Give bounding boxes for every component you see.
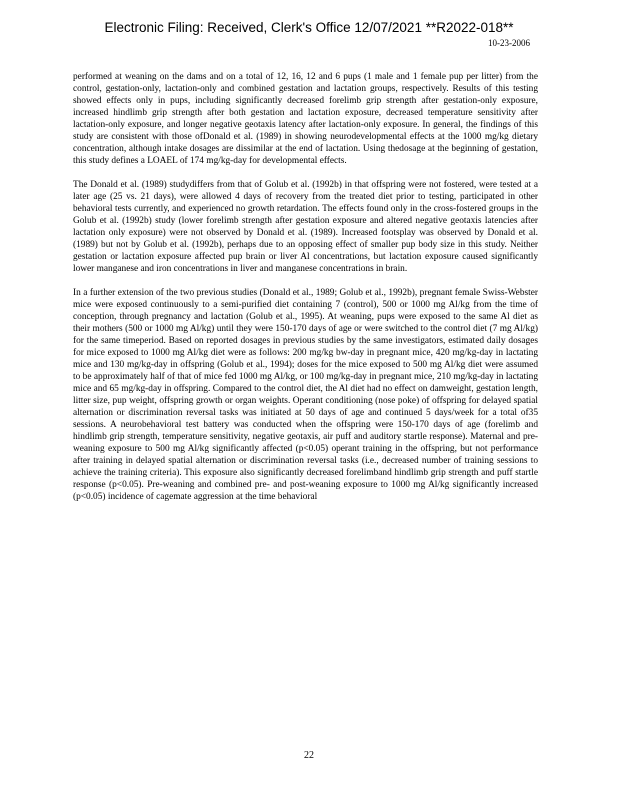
page-number: 22 xyxy=(304,750,314,761)
paragraph-2: The Donald et al. (1989) studydiffers from that of Golub et al. (1992b) in that offspring were not fostered, were tested at a later age (25 vs. 21 days), were allowed 4 days of recovery from the treated diet prior to testing, participated in other behavioral tests currently, and experienced no growth retardation. The effects found only in the cross-fostered groups in the Golub et al. (1992b) study (lower forelimb strength after gestation exposure and altered negative geotaxis latencies after lactation only exposure) were not observed by Donald et al. (1989). Increased footsplay was observed by Donald et al. (1989) but not by Golub et al. (1992b), perhaps due to an opposing effect of smaller pup body size in this study. Neither gestation or lactation exposure affected pup brain or liver Al concentrations, but lactation exposure caused significantly lower manganese and iron concentrations in liver and manganese concentrations in brain. xyxy=(73,180,538,274)
paragraph-3: In a further extension of the two previous studies (Donald et al., 1989; Golub et al., 1992b), pregnant female Swiss-Webster mice were exposed continuously to a semi-purified diet containing 7 (control), 500 or 1000 mg Al/kg from the time of conception, through pregnancy and lactation (Golub et al., 1995). At weaning, pups were exposed to the same Al diet as their mothers (500 or 1000 mg Al/kg) until they were 150-170 days of age or were switched to the control diet (7 mg Al/kg) for the same timeperiod. Based on reported dosages in previous studies by the same investigators, estimated daily dosages for mice exposed to 1000 mg Al/kg diet were as follows: 200 mg/kg bw-day in pregnant mice, 420 mg/kg-day in lactating mice and 130 mg/kg-day in offspring (Golub et al., 1994); doses for the mice exposed to 500 mg Al/kg diet were assumed to be approximately half of that of mice fed 1000 mg Al/kg, or 100 mg/kg-day in pregnant mice, 210 mg/kg-day in lactating mice and 65 mg/kg-day in offspring. Compared to the control diet, the Al diet had no effect on damweight, gestation length, litter size, pup weight, offspring growth or organ weights. Operant conditioning (nose poke) of offspring for delayed spatial alternation or discrimination reversal tasks was initiated at 50 days of age and continued 5 days/week for a total of35 sessions. A neurobehavioral test battery was conducted when the offspring were 150-170 days of age (forelimb and hindlimb grip strength, temperature sensitivity, negative geotaxis, air puff and auditory startle response). Maternal and pre-weaning exposure to 500 mg Al/kg significantly affected (p<0.05) operant training in the offspring, but not performance after training in delayed spatial alternation or discrimination reversal tasks (i.e., decreased number of training sessions to achieve the training criteria). This exposure also significantly decreased forelimband hindlimb grip strength and puff startle response (p<0.05). Pre-weaning and combined pre- and post-weaning exposure to 1000 mg Al/kg significantly increased (p<0.05) incidence of cagemate aggression at the time behavioral xyxy=(73,288,538,502)
document-date: 10-23-2006 xyxy=(488,38,530,48)
filing-stamp: Electronic Filing: Received, Clerk's Office 12/07/2021 **R2022-018** xyxy=(104,20,514,35)
body-text xyxy=(73,71,538,503)
paragraph-1: performed at weaning on the dams and on a total of 12, 16, 12 and 6 pups (1 male and 1 female pup per litter) from the control, gestation-only, lactation-only and combined gestation and lactation groups, respectively. Results of this testing showed effects only in pups, including significantly decreased forelimb grip strength after gestation-only exposure, increased hindlimb grip strength after both gestation and lactation exposure, decreased temperature sensitivity after lactation-only exposure, and longer negative geotaxis latency after lactation-only exposure. In general, the findings of this study are consistent with those ofDonald et al. (1989) in showing neurodevelopmental effects at the 1000 mg/kg dietary concentration, although intake dosages are dissimilar at the end of lactation. Using thedosage at the beginning of gestation, this study defines a LOAEL of 174 mg/kg-day for developmental effects. xyxy=(73,72,538,166)
